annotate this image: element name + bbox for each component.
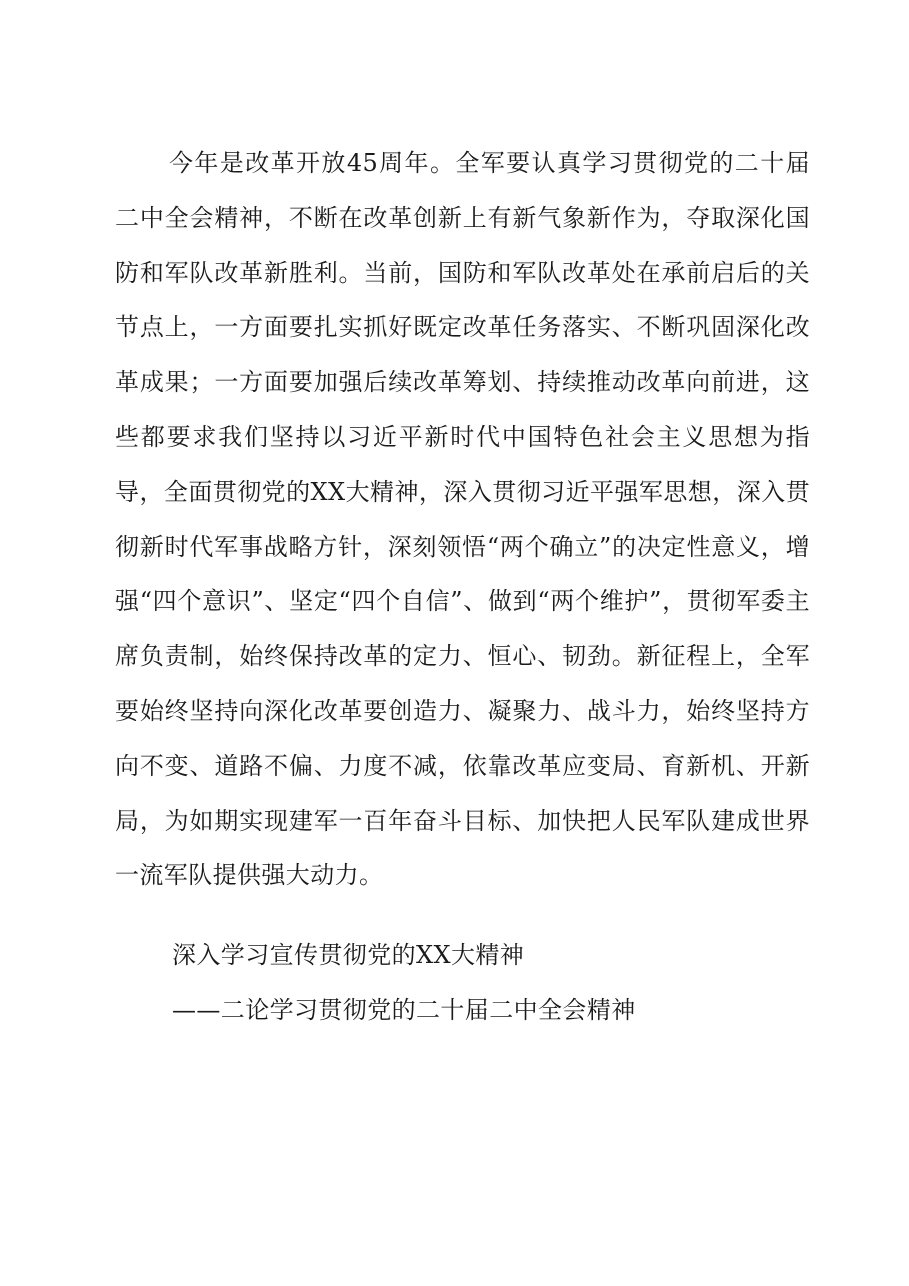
- article-title: 深入学习宣传贯彻党的XX大精神: [172, 941, 525, 969]
- body-paragraph: 今年是改革开放45周年。全军要认真学习贯彻党的二十届二中全会精神，不断在改革创新上有新气象新作为，夺取深化国防和军队改革新胜利。当前，国防和军队改革处在承前启后的关节点上，一方面要扎实抓好既定改革任务落实、不断巩固深化改革成果；一方面要加强后续改革筹划、持续推动改革向前进，这些都要求我们坚持以习近平新时代中国特色社会主义思想为指导，全面贯彻党的XX大精神，深入贯彻习近平强军思想，深入贯彻新时代军事战略方针，深刻领悟“两个确立”的决定性意义，增强“四个意识”、坚定“四个自信”、做到“两个维护”，贯彻军委主席负责制，始终保持改革的定力、恒心、韧劲。新征程上，全军要始终坚持向深化改革要创造力、凝聚力、战斗力，始终坚持方向不变、道路不偏、力度不减，依靠改革应变局、育新机、开新局，为如期实现建军一百年奋斗目标、加快把人民军队建成世界一流军队提供强大动力。: [115, 149, 810, 890]
- article-subtitle: ——二论学习贯彻党的二十届二中全会精神: [172, 996, 636, 1024]
